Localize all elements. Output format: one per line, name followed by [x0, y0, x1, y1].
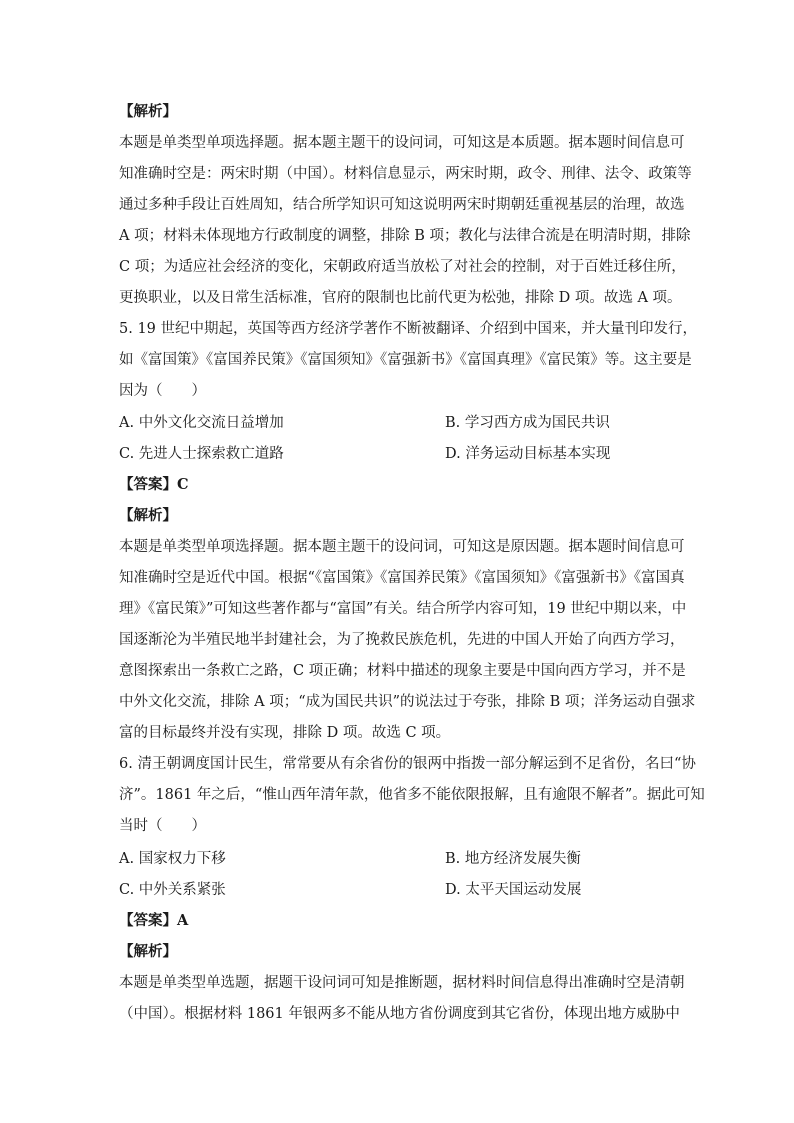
analysis-line: 本题是单类型单选题，据题干设问词可知是推断题，据材料时间信息得出准确时空是清朝: [119, 975, 685, 991]
analysis-line: 本题是单类型单项选择题。据本题主题干的设问词，可知这是原因题。据本题时间信息可: [119, 539, 685, 555]
option-b: B. 学习西方成为国民共识: [445, 415, 610, 431]
analysis-line: 知准确时空是近代中国。根据“《富国策》《富国养民策》《富国须知》《富强新书》《富国真: [119, 570, 685, 586]
question-stem-line: 当时（ ）: [119, 818, 206, 834]
question-stem-line: 济”。1861 年之后，“惟山西年清年款，他省多不能依限报解，且有逾限不解者”。据此可知: [119, 787, 705, 803]
analysis-line: （中国）。根据材料 1861 年银两多不能从地方省份调度到其它省份，体现出地方威胁中: [119, 1006, 680, 1022]
option-d: D. 洋务运动目标基本实现: [445, 446, 611, 462]
analysis-line: 富的目标最终并没有实现，排除 D 项。故选 C 项。: [119, 725, 451, 741]
analysis-line: 通过多种手段让百姓周知，结合所学知识可知这说明两宋时期朝廷重视基层的治理，故选: [119, 197, 685, 213]
analysis-line: 更换职业，以及日常生活标准，官府的限制也比前代更为松弛，排除 D 项。故选 A 项。: [119, 290, 682, 306]
analysis-line: 本题是单类型单项选择题。据本题主题干的设问词，可知这是本质题。据本题时间信息可: [119, 135, 685, 151]
analysis-line: 国逐渐沦为半殖民地半封建社会，为了挽救民族危机，先进的中国人开始了向西方学习，: [119, 632, 685, 648]
analysis-line: C 项；为适应社会经济的变化，宋朝政府适当放松了对社会的控制，对于百姓迁移住所，: [119, 259, 686, 275]
option-b: B. 地方经济发展失衡: [445, 851, 581, 867]
option-c: C. 先进人士探索救亡道路: [119, 446, 284, 462]
analysis-heading: 【解析】: [119, 507, 177, 524]
option-d: D. 太平天国运动发展: [445, 882, 582, 898]
question-stem-line: 5. 19 世纪中期起，英国等西方经济学著作不断被翻译、介绍到中国来，并大量刊印发行，: [119, 321, 697, 337]
analysis-line: 意图探索出一条救亡之路，C 项正确；材料中描述的现象主要是中国向西方学习，并不是: [119, 663, 686, 679]
answer-label: 【答案】A: [119, 912, 189, 929]
analysis-line: A 项；材料未体现地方行政制度的调整，排除 B 项；教化与法律合流是在明清时期，排除: [119, 228, 691, 244]
option-a: A. 中外文化交流日益增加: [119, 415, 284, 431]
analysis-line: 理》《富民策》”可知这些著作都与“富国”有关。结合所学内容可知，19 世纪中期以来，中: [119, 601, 687, 617]
answer-label: 【答案】C: [119, 476, 189, 493]
option-a: A. 国家权力下移: [119, 851, 226, 867]
analysis-heading: 【解析】: [119, 943, 177, 960]
question-stem-line: 如《富国策》《富国养民策》《富国须知》《富强新书》《富国真理》《富民策》等。这主要是: [119, 352, 692, 368]
question-stem-line: 6. 清王朝调度国计民生，常常要从有余省份的银两中指拨一部分解运到不足省份，名曰“协: [119, 756, 696, 772]
analysis-line: 中外文化交流，排除 A 项；“成为国民共识”的说法过于夸张，排除 B 项；洋务运动自强求: [119, 694, 696, 710]
analysis-heading: 【解析】: [119, 103, 177, 120]
analysis-line: 知准确时空是：两宋时期（中国）。材料信息显示，两宋时期，政令、刑律、法令、政策等: [119, 166, 692, 182]
option-c: C. 中外关系紧张: [119, 882, 226, 898]
question-stem-line: 因为（ ）: [119, 383, 206, 399]
